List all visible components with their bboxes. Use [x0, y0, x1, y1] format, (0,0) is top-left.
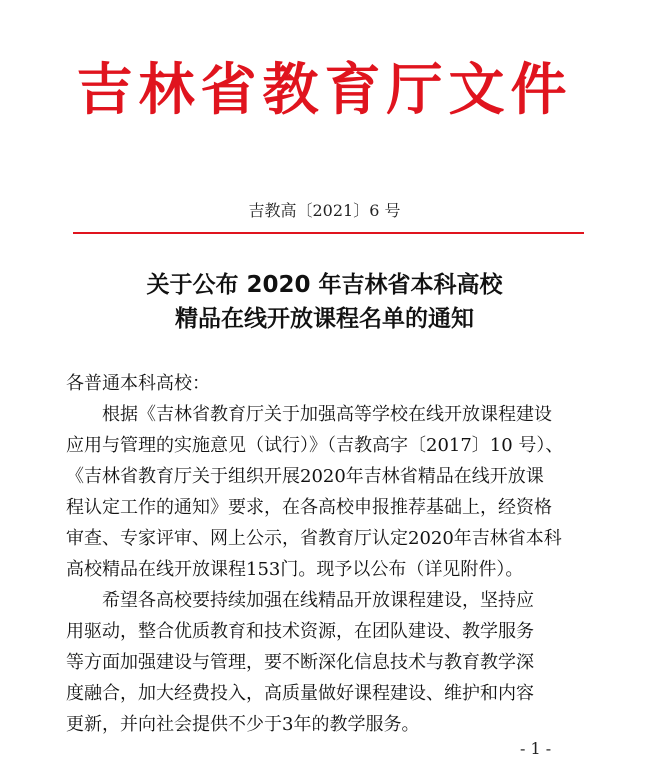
notice-title	[0, 268, 649, 336]
paragraph-line: 审查、专家评审、网上公示，省教育厅认定2020年吉林省本科	[66, 528, 562, 549]
paragraph-line: 等方面加强建设与管理，要不断深化信息技术与教育教学深	[66, 652, 534, 673]
paragraph-2	[66, 585, 594, 740]
paragraph-1	[66, 399, 594, 585]
paragraph-line: 更新，并向社会提供不少于3年的教学服务。	[66, 714, 420, 735]
red-divider-line	[73, 232, 584, 234]
paragraph-line: 《吉林省教育厅关于组织开展2020年吉林省精品在线开放课	[66, 466, 544, 487]
masthead-title: 吉林省教育厅文件	[76, 58, 573, 123]
document-number: 吉教高〔2021〕6 号	[248, 201, 401, 220]
paragraph-line: 应用与管理的实施意见（试行）》（吉教高字〔2017〕10 号）、	[66, 435, 564, 456]
salutation: 各普通本科高校：	[66, 373, 210, 394]
title-line-1: 关于公布 2020 年吉林省本科高校	[146, 272, 503, 298]
paragraph-line: 度融合，加大经费投入，高质量做好课程建设、维护和内容	[66, 683, 534, 704]
paragraph-line: 希望各高校要持续加强在线精品开放课程建设，坚持应	[102, 590, 534, 611]
paragraph-line: 高校精品在线开放课程153门。现予以公布（详见附件）。	[66, 559, 524, 580]
paragraph-line: 根据《吉林省教育厅关于加强高等学校在线开放课程建设	[102, 404, 552, 425]
paragraph-line: 程认定工作的通知》要求，在各高校申报推荐基础上，经资格	[66, 497, 552, 518]
notice-body	[66, 368, 594, 740]
paragraph-line: 用驱动，整合优质教育和技术资源，在团队建设、教学服务	[66, 621, 534, 642]
page-number: - 1 -	[520, 739, 552, 758]
title-line-2: 精品在线开放课程名单的通知	[175, 306, 474, 332]
